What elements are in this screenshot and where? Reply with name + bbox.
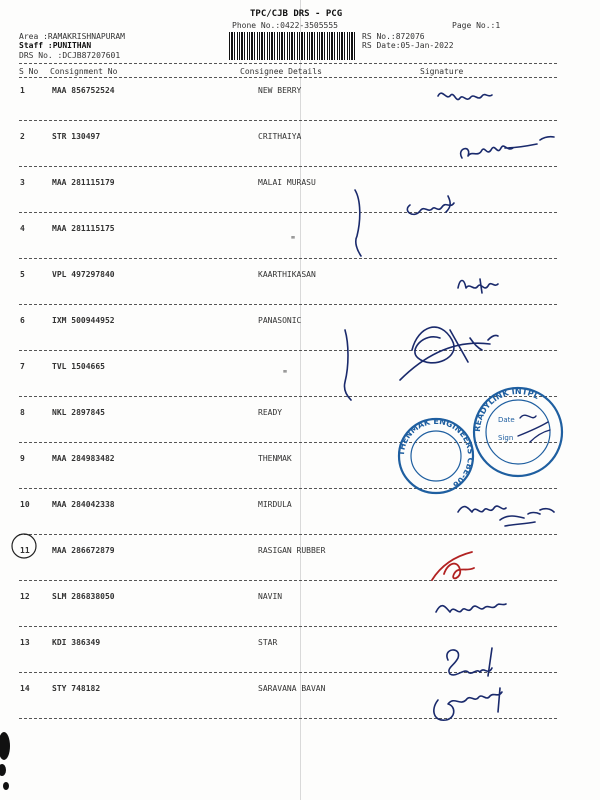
row-sno: 12 xyxy=(20,592,30,601)
row-details: PANASONIC xyxy=(258,316,302,325)
row-sno: 7 xyxy=(20,362,25,371)
thenmak-stamp xyxy=(397,417,475,493)
readylink-date-label: Date xyxy=(498,416,515,424)
row-details: READY xyxy=(258,408,283,417)
row-details: RASIGAN RUBBER xyxy=(258,546,326,555)
readylink-sign-label: Sign xyxy=(498,434,514,442)
row-consignment: IXM 500944952 xyxy=(52,316,115,325)
signature-3 xyxy=(407,196,454,214)
row-details: NAVIN xyxy=(258,592,283,601)
bracket-rows-3-4 xyxy=(355,190,361,256)
row-consignment: MAA 284042338 xyxy=(52,500,115,509)
row-sno: 13 xyxy=(20,638,30,647)
row-consignment: VPL 497297840 xyxy=(52,270,115,279)
page-number: Page No.:1 xyxy=(452,21,501,30)
row-details: SARAVANA BAVAN xyxy=(258,684,326,693)
row-details: NEW BERRY xyxy=(258,86,302,95)
row-details: MIRDULA xyxy=(258,500,292,509)
column-header-signature: Signature xyxy=(420,67,464,76)
row-sno: 11 xyxy=(20,546,30,555)
signature-2 xyxy=(461,137,554,158)
phone-number: Phone No.:0422-3505555 xyxy=(232,21,338,30)
row-consignment: SLM 286838050 xyxy=(52,592,115,601)
area-field: Area :RAMAKRISHNAPURAM xyxy=(19,32,125,41)
edge-ink-mark xyxy=(0,764,6,776)
bracket-rows-6-7 xyxy=(344,330,351,400)
row-details: KAARTHIKASAN xyxy=(258,270,316,279)
row-details: MALAI MURASU xyxy=(258,178,316,187)
row-consignment: MAA 281115175 xyxy=(52,224,115,233)
signature-13 xyxy=(447,648,492,676)
row-consignment: MAA 856752524 xyxy=(52,86,115,95)
row-sno: 14 xyxy=(20,684,30,693)
row-details: CRITHAIYA xyxy=(258,132,302,141)
drs-number: DRS No. :DCJB87207601 xyxy=(19,51,121,60)
row-sno: 2 xyxy=(20,132,25,141)
rs-date: RS Date:05-Jan-2022 xyxy=(362,41,454,50)
row-consignment: MAA 286672879 xyxy=(52,546,115,555)
row-consignment: STR 130497 xyxy=(52,132,101,141)
readylink-stamp-text: READYLINK INTPL xyxy=(472,386,541,433)
edge-ink-mark xyxy=(3,782,9,790)
ditto-mark: " xyxy=(282,369,289,380)
readylink-stamp xyxy=(473,387,562,476)
column-header-details: Consignee Details xyxy=(240,67,322,76)
row-sno: 6 xyxy=(20,316,25,325)
row-consignment: STY 748182 xyxy=(52,684,101,693)
column-header-sno: S No xyxy=(19,67,39,76)
signature-10 xyxy=(458,506,554,526)
row-consignment: KDI 386349 xyxy=(52,638,101,647)
row-consignment: TVL 1504665 xyxy=(52,362,105,371)
signature-5 xyxy=(458,279,498,293)
signature-12 xyxy=(436,604,506,612)
svg-text:READYLINK INTPL xyxy=(473,387,540,432)
ditto-mark: " xyxy=(290,235,297,246)
row-sno: 5 xyxy=(20,270,25,279)
row-sno: 1 xyxy=(20,86,25,95)
row-sno: 9 xyxy=(20,454,25,463)
edge-ink-mark xyxy=(0,732,10,760)
signature-1 xyxy=(438,93,492,99)
signature-14 xyxy=(434,688,502,720)
row-sno: 4 xyxy=(20,224,25,233)
row-details: STAR xyxy=(258,638,278,647)
thenmak-stamp-text: THENMAK ENGINEERS CBE-06 xyxy=(396,416,476,490)
row-consignment: MAA 281115179 xyxy=(52,178,115,187)
red-ink-mark xyxy=(432,552,474,580)
column-header-consignment: Consignment No xyxy=(50,67,118,76)
row-consignment: MAA 284983482 xyxy=(52,454,115,463)
row-details: THENMAK xyxy=(258,454,292,463)
staff-field: Staff :PUNITHAN xyxy=(19,41,92,50)
rs-number: RS No.:872076 xyxy=(362,32,425,41)
row-consignment: NKL 2897845 xyxy=(52,408,105,417)
row-11-circle-mark xyxy=(12,534,36,558)
row-sno: 3 xyxy=(20,178,25,187)
row-sno: 8 xyxy=(20,408,25,417)
svg-text:THENMAK ENGINEERS CBE-06 xyxy=(397,417,475,490)
row-sno: 10 xyxy=(20,500,30,509)
sheet-title: TPC/CJB DRS - PCG xyxy=(250,9,343,19)
signature-6 xyxy=(400,327,498,380)
